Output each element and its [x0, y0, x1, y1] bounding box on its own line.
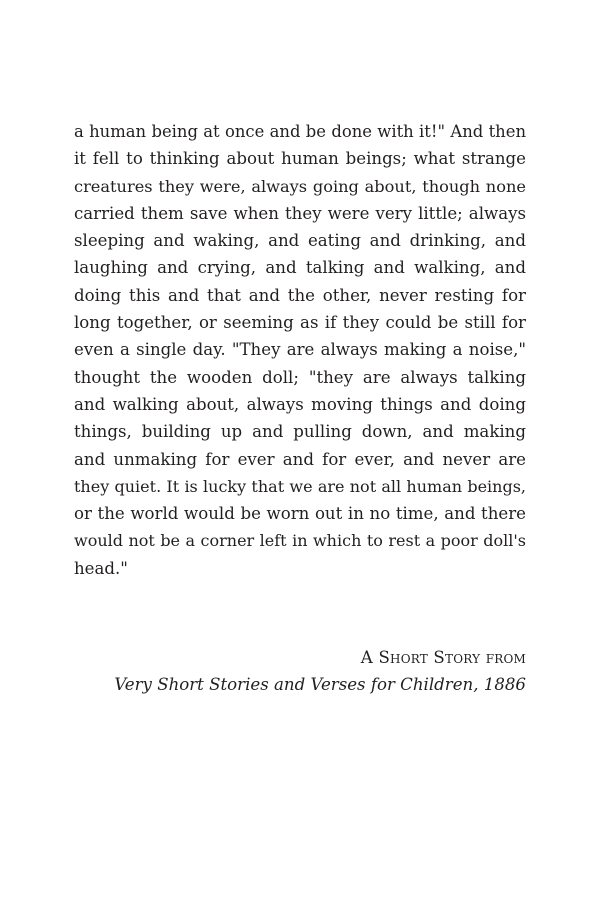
paragraph-line: head." — [74, 558, 128, 578]
story-paragraph — [74, 118, 526, 582]
paragraph-line: would not be a corner left in which to rest a poor doll's — [74, 531, 526, 551]
paragraph-line: it fell to thinking about human beings; what strange — [74, 149, 526, 169]
attribution-label: A Short Story from — [360, 648, 526, 667]
paragraph-line: they quiet. It is lucky that we are not all human beings, — [74, 476, 526, 496]
paragraph-line: or the world would be worn out in no time, and there — [74, 504, 526, 524]
paragraph-line: and unmaking for ever and for ever, and never are — [74, 449, 526, 469]
paragraph-line: thought the wooden doll; "they are always talking — [74, 367, 526, 387]
paragraph-line: doing this and that and the other, never resting for — [74, 285, 526, 305]
paragraph-line: laughing and crying, and talking and walking, and — [74, 258, 526, 278]
paragraph-line: things, building up and pulling down, and making — [74, 422, 526, 442]
paragraph-line: a human being at once and be done with it!" And then — [74, 122, 526, 141]
paragraph-line: even a single day. "They are always making a noise," — [74, 340, 526, 360]
source-book-title: Very Short Stories and Verses for Children, 1886 — [114, 675, 526, 695]
paragraph-line: long together, or seeming as if they could be still for — [74, 313, 526, 333]
paragraph-line: and walking about, always moving things and doing — [74, 394, 526, 414]
source-attribution — [74, 644, 526, 699]
paragraph-line: sleeping and waking, and eating and drinking, and — [74, 231, 526, 251]
paragraph-line: carried them save when they were very little; always — [74, 203, 526, 223]
paragraph-line: creatures they were, always going about, though none — [74, 176, 526, 196]
